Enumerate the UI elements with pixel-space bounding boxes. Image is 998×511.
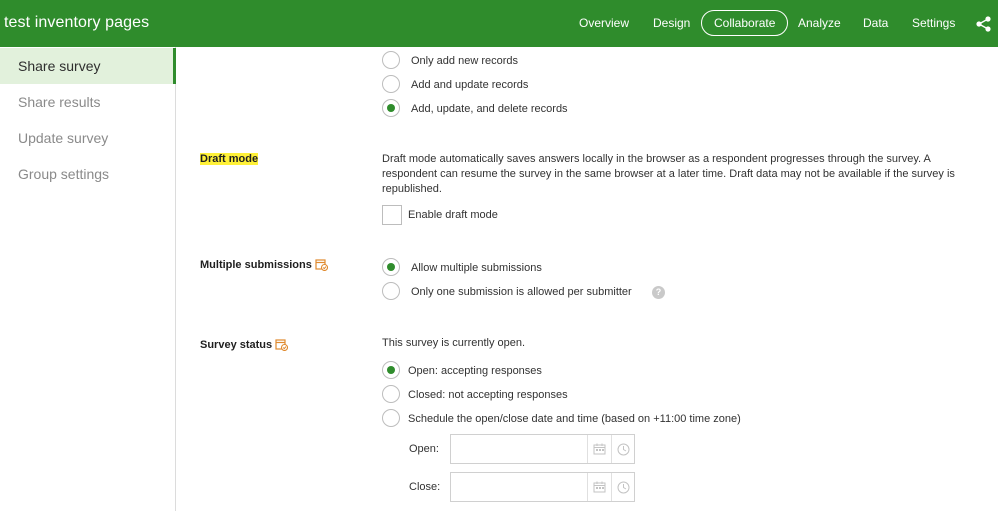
draft-mode-description: Draft mode automatically saves answers locally in the browser as a respondent progresses through the survey. A respondent can resume the survey in the same browser at a later time. Draft data may not be available if the survey is republished. [382, 153, 955, 195]
option-label: Add and update records [411, 79, 529, 91]
draft-mode-label [200, 153, 258, 165]
survey-status-label: Survey status [200, 339, 273, 351]
option-label: Only one submission is allowed per submitter [411, 286, 632, 298]
sidebar-item-share-survey[interactable]: Share survey [0, 48, 176, 84]
radio-open[interactable] [382, 361, 400, 379]
share-icon[interactable] [975, 15, 993, 33]
nav-analyze[interactable]: Analyze [798, 16, 841, 30]
calendar-icon[interactable] [587, 473, 611, 501]
survey-status-current: This survey is currently open. [382, 337, 526, 349]
close-date-field[interactable] [450, 472, 635, 502]
draft-mode-label-text: Draft mode [200, 153, 259, 165]
option-label: Schedule the open/close date and time (based on +11:00 time zone) [408, 413, 741, 425]
option-label: Only add new records [411, 55, 518, 67]
nav-design[interactable]: Design [653, 16, 691, 30]
settings-badge-icon [275, 338, 288, 351]
settings-badge-icon [315, 258, 328, 271]
multiple-submissions-label: Multiple submissions [200, 259, 312, 271]
option-label: Open: accepting responses [408, 365, 542, 377]
enable-draft-mode-checkbox[interactable] [382, 205, 402, 225]
radio-only-add[interactable] [382, 51, 400, 69]
sidebar [0, 47, 176, 511]
clock-icon[interactable] [611, 473, 635, 501]
close-date-label: Close: [409, 481, 441, 493]
radio-add-update[interactable] [382, 75, 400, 93]
radio-one-submission[interactable] [382, 282, 400, 300]
calendar-icon[interactable] [587, 435, 611, 463]
radio-allow-multiple[interactable] [382, 258, 400, 276]
enable-draft-mode-label: Enable draft mode [408, 209, 498, 221]
radio-schedule[interactable] [382, 409, 400, 427]
radio-add-update-delete[interactable] [382, 99, 400, 117]
sidebar-item-group-settings[interactable]: Group settings [18, 166, 110, 182]
nav-overview[interactable]: Overview [579, 16, 630, 30]
sidebar-item-share-results[interactable]: Share results [18, 94, 101, 110]
help-icon[interactable]: ? [652, 286, 665, 299]
radio-closed[interactable] [382, 385, 400, 403]
nav-collaborate[interactable]: Collaborate [701, 10, 788, 36]
option-label: Closed: not accepting responses [408, 389, 568, 401]
sidebar-item-update-survey[interactable]: Update survey [18, 130, 109, 146]
app-title: test inventory pages [4, 14, 150, 31]
option-label: Allow multiple submissions [411, 262, 542, 274]
nav-settings[interactable]: Settings [912, 16, 956, 30]
option-label: Add, update, and delete records [411, 103, 568, 115]
open-date-label: Open: [409, 443, 439, 455]
top-bar [0, 0, 998, 47]
open-date-field[interactable] [450, 434, 635, 464]
nav-data[interactable]: Data [863, 16, 889, 30]
clock-icon[interactable] [611, 435, 635, 463]
